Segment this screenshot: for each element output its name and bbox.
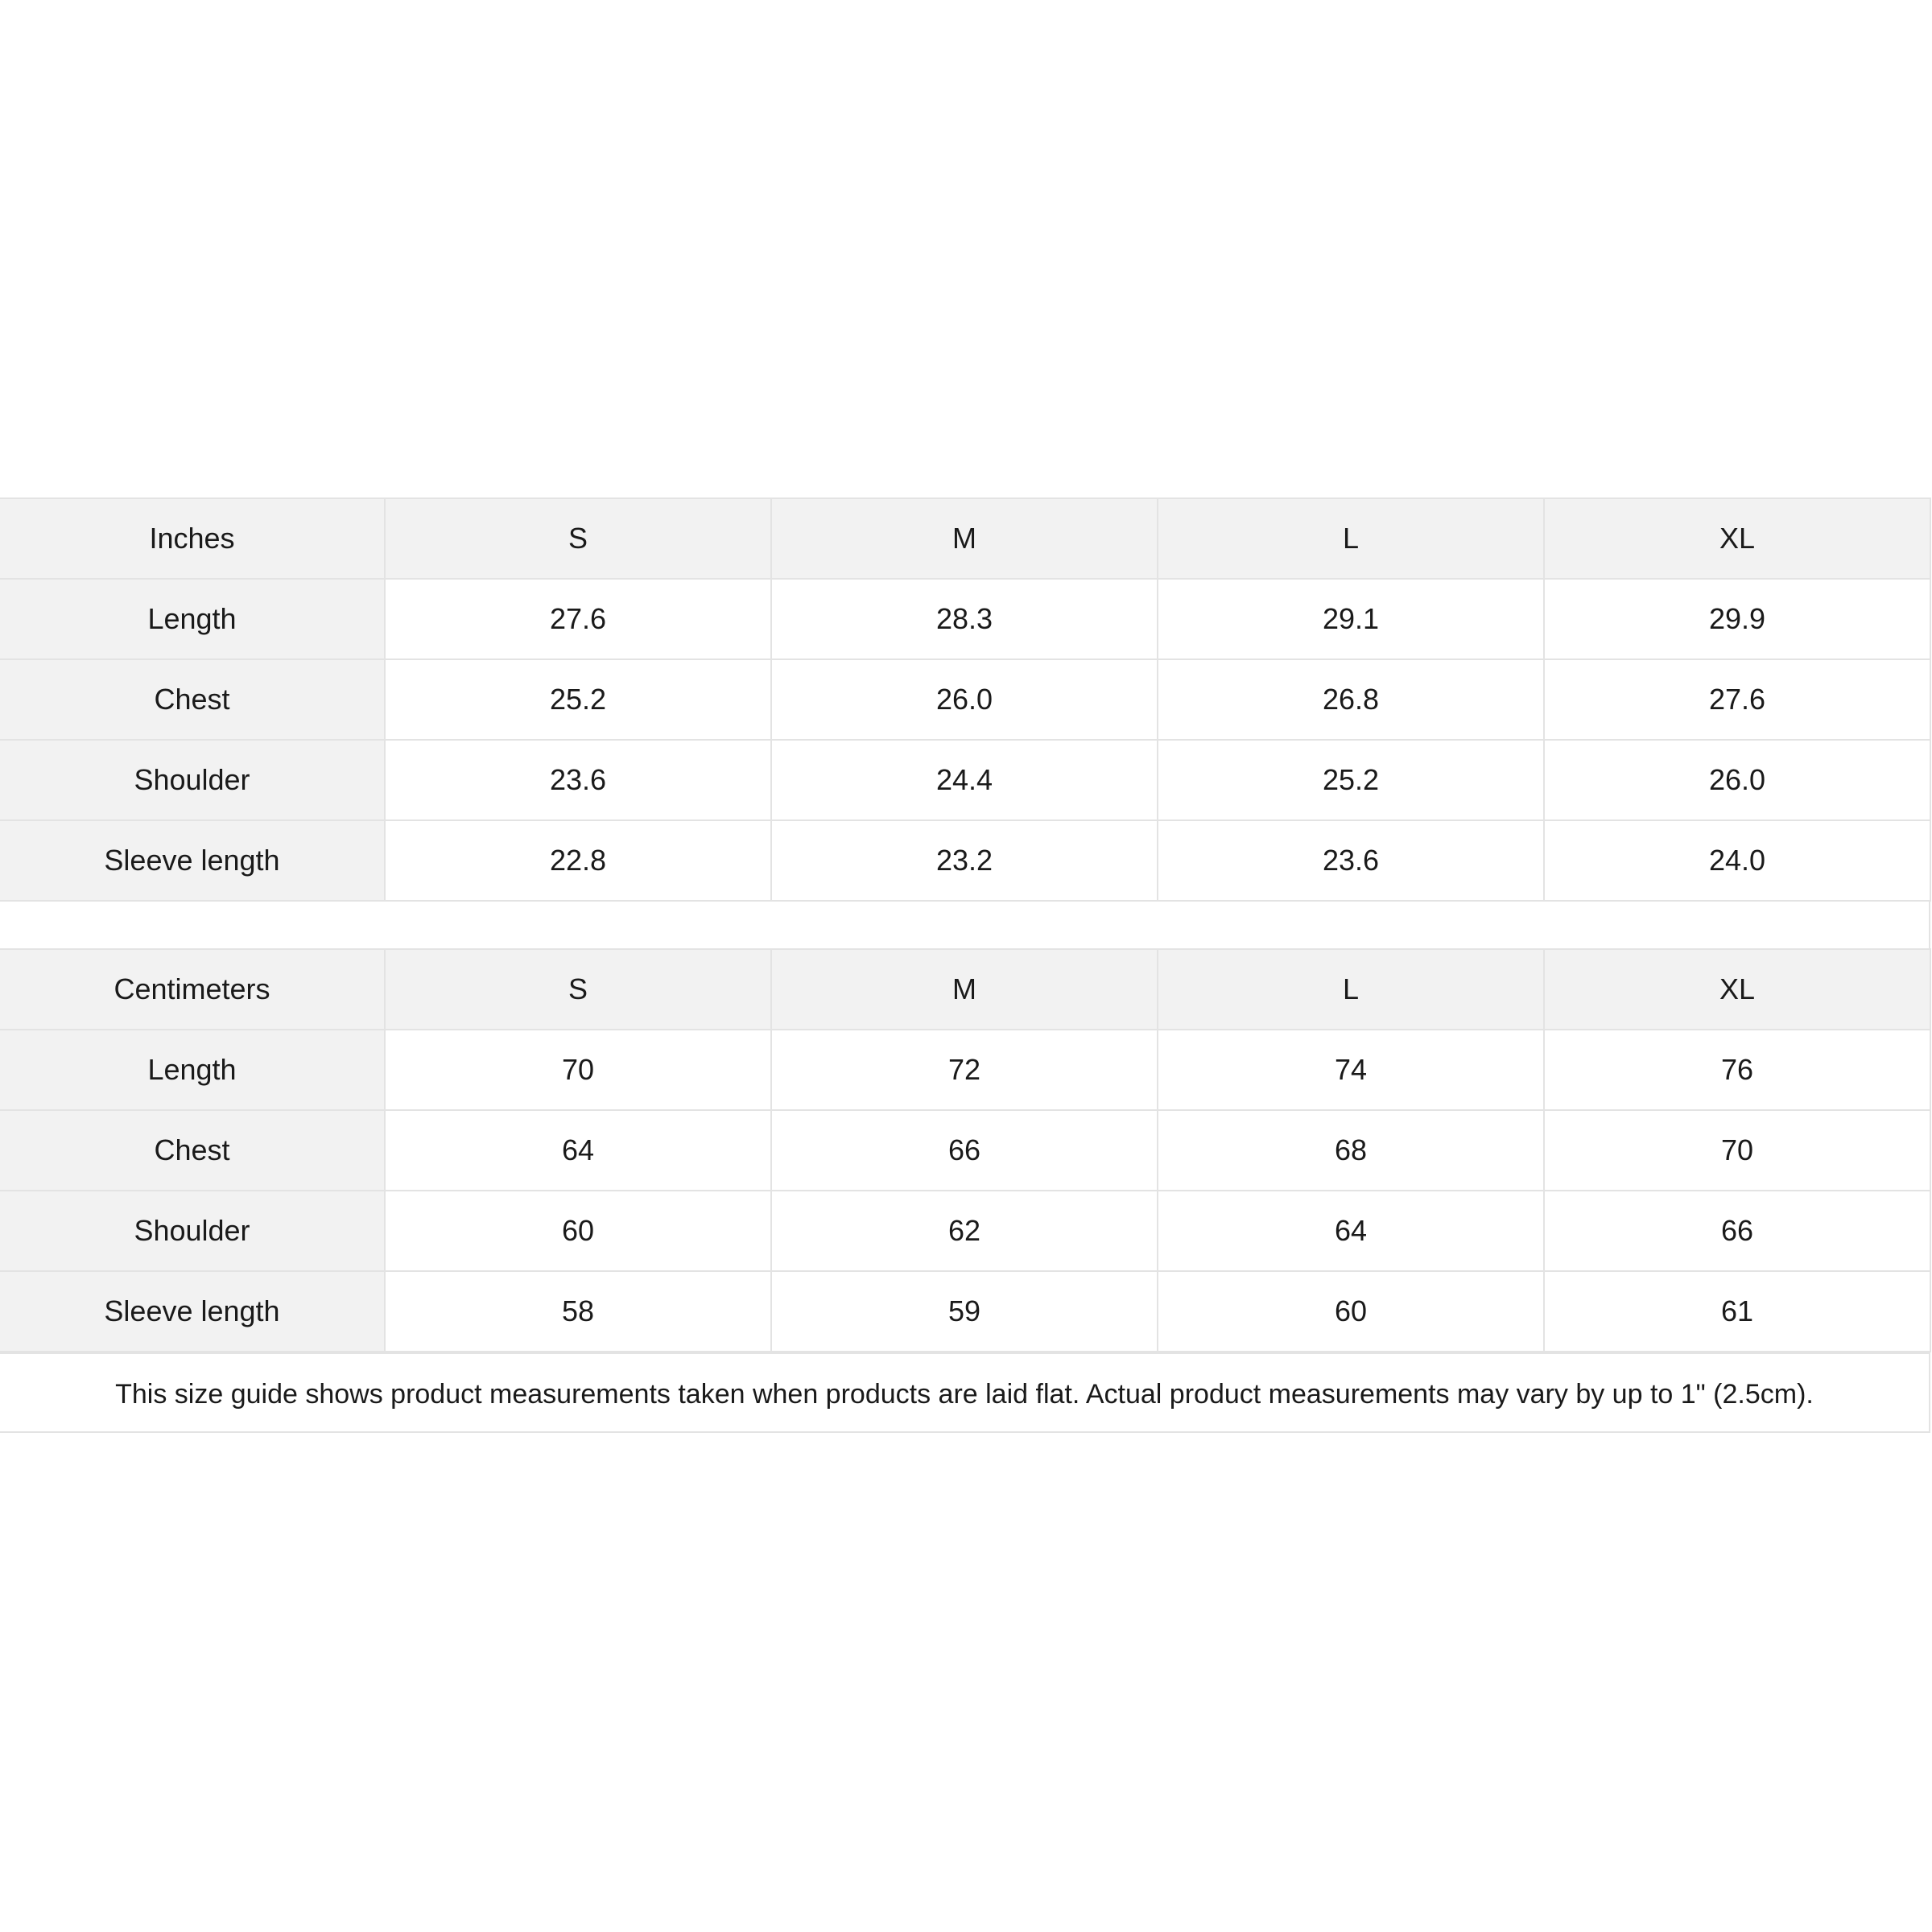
size-header: L xyxy=(1158,498,1544,579)
table-cell: 25.2 xyxy=(1158,740,1544,820)
table-cell: 29.1 xyxy=(1158,579,1544,659)
table-row xyxy=(0,1110,1930,1191)
table-cell: 28.3 xyxy=(771,579,1158,659)
table-cell: 70 xyxy=(1544,1110,1930,1191)
table-row xyxy=(0,579,1930,659)
table-cell: 29.9 xyxy=(1544,579,1930,659)
table-cell: 66 xyxy=(771,1110,1158,1191)
size-header: L xyxy=(1158,949,1544,1030)
table-row xyxy=(0,1191,1930,1271)
table-cell: 25.2 xyxy=(385,659,771,740)
unit-label: Centimeters xyxy=(0,949,385,1030)
table-cell: 68 xyxy=(1158,1110,1544,1191)
table-cell: 27.6 xyxy=(1544,659,1930,740)
table-cell: 60 xyxy=(385,1191,771,1271)
table-spacer xyxy=(0,902,1930,948)
table-cell: 76 xyxy=(1544,1030,1930,1110)
table-cell: 64 xyxy=(1158,1191,1544,1271)
row-label: Chest xyxy=(0,1110,385,1191)
table-cell: 70 xyxy=(385,1030,771,1110)
size-header: S xyxy=(385,949,771,1030)
table-cell: 23.6 xyxy=(1158,820,1544,901)
table-cell: 60 xyxy=(1158,1271,1544,1352)
table-cell: 26.8 xyxy=(1158,659,1544,740)
size-header: M xyxy=(771,949,1158,1030)
size-header: M xyxy=(771,498,1158,579)
table-header-row xyxy=(0,498,1930,579)
size-header: S xyxy=(385,498,771,579)
table-cell: 26.0 xyxy=(771,659,1158,740)
size-header: XL xyxy=(1544,498,1930,579)
table-cell: 22.8 xyxy=(385,820,771,901)
table-cell: 59 xyxy=(771,1271,1158,1352)
table-cell: 66 xyxy=(1544,1191,1930,1271)
table-row xyxy=(0,659,1930,740)
measurement-footnote: This size guide shows product measurements taken when products are laid flat. Actual product measurements may vary by up to 1" (2.5cm). xyxy=(0,1352,1930,1433)
table-cell: 74 xyxy=(1158,1030,1544,1110)
row-label: Sleeve length xyxy=(0,1271,385,1352)
centimeters-table xyxy=(0,948,1931,1352)
table-row xyxy=(0,820,1930,901)
row-label: Length xyxy=(0,1030,385,1110)
table-row xyxy=(0,740,1930,820)
table-cell: 72 xyxy=(771,1030,1158,1110)
table-cell: 23.2 xyxy=(771,820,1158,901)
table-cell: 24.4 xyxy=(771,740,1158,820)
table-row xyxy=(0,1271,1930,1352)
table-cell: 23.6 xyxy=(385,740,771,820)
table-cell: 24.0 xyxy=(1544,820,1930,901)
size-guide xyxy=(0,497,1930,1433)
table-cell: 61 xyxy=(1544,1271,1930,1352)
table-row xyxy=(0,1030,1930,1110)
table-cell: 58 xyxy=(385,1271,771,1352)
table-cell: 64 xyxy=(385,1110,771,1191)
table-header-row xyxy=(0,949,1930,1030)
table-cell: 27.6 xyxy=(385,579,771,659)
row-label: Chest xyxy=(0,659,385,740)
row-label: Sleeve length xyxy=(0,820,385,901)
inches-table xyxy=(0,497,1931,902)
row-label: Shoulder xyxy=(0,1191,385,1271)
table-cell: 26.0 xyxy=(1544,740,1930,820)
size-header: XL xyxy=(1544,949,1930,1030)
table-cell: 62 xyxy=(771,1191,1158,1271)
row-label: Shoulder xyxy=(0,740,385,820)
unit-label: Inches xyxy=(0,498,385,579)
row-label: Length xyxy=(0,579,385,659)
